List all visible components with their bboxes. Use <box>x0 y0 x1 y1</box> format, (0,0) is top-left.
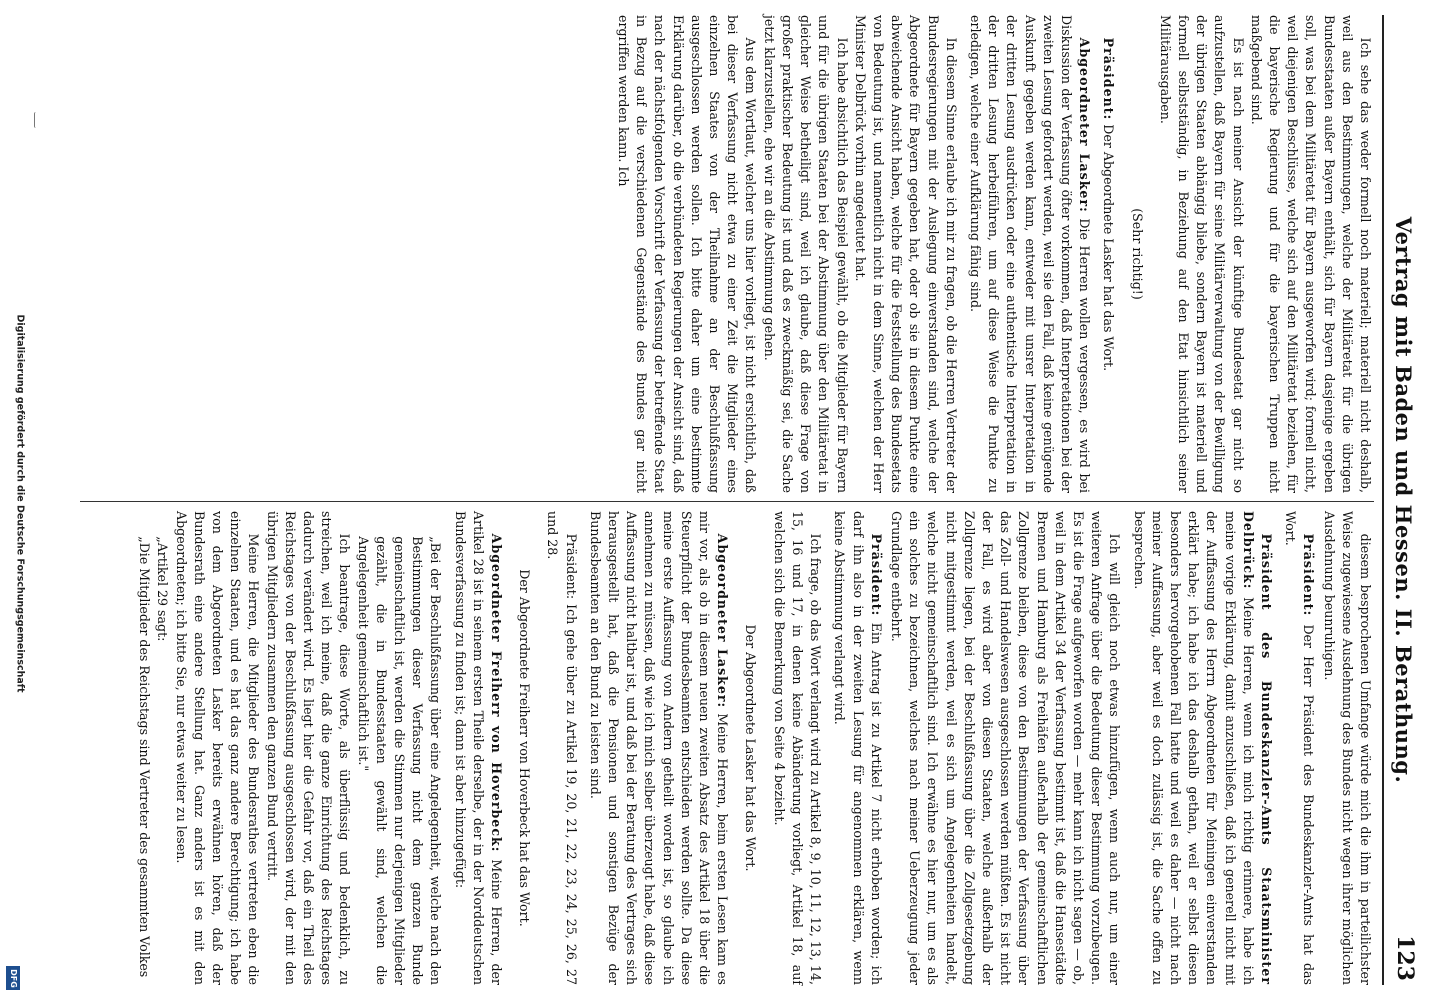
paragraph: Ich beantrage, diese Worte, als überflüssig und bedenklich, zu streichen, weil ich meine, daß die ganze Einrichtung des Reichstages dadurch verändert wird. Es liegt hier die Gefahr vor, daß ein Theil des Reichstages von der Beschlußfassung ausgeschlossen wird, der mit den übrigen Mitgliedern zusammen den ganzen Bund vertritt. <box>264 511 353 985</box>
paragraph: Meine Herren, die Mitglieder des Bundesrathes vertreten eben die einzelnen Staaten, und es hat das ganz andere Berechtigung; ich habe von dem Abgeordneten Lasker bereits erwähnen hören, daß der Bundesrath eine andere Stellung hat. Ganz anders ist es mit den Abgeordneten; ich bitte Sie, nur etwas weiter zu lesen. <box>173 511 262 985</box>
speech-block <box>966 15 1093 493</box>
quoted-text: „Bei der Beschlußfassung über eine Angelegenheit, welche nach den Bestimmungen dieser Verfassung nicht dem ganzen Bunde gemeinschaftlich ist, werden die Stimmen nur derjenigen Mitglieder gezählt, die in Bundesstaaten gewählt sind, welchen die Angelegenheit gemeinschaftlich ist." <box>355 536 444 985</box>
speech-block <box>450 511 505 985</box>
quoted-text: „Artikel 29 sagt: <box>155 536 171 642</box>
paragraph: Ich frage, ob das Wort verlangt wird zu Artikel 8, 9, 10, 11, 12, 13, 14, 15, 16 und 17, in denen keine Abänderung vorliegt, Artikel 18, auf welchen sich die Bemerkung von Seite 4 bezieht. <box>771 511 824 985</box>
speech-text: Der Abgeordnete Lasker hat das Wort. <box>1101 124 1117 372</box>
digitization-credit: Digitalisierung gefördert durch die Deutsche Forschungsgemeinschaft <box>14 314 26 692</box>
speech-block <box>586 511 732 985</box>
right-column <box>74 511 1374 985</box>
speaker-label: Präsident: <box>1101 37 1117 121</box>
paragraph: Aus dem Wortlaut, welcher uns hier vorliegt, ist nicht ersichtlich, daß bei dieser Verfassung nicht etwa zu einer Zeit die Mitglieder eines einzelnen Staates von der Theilnahme an der Beschlußfassung ausgeschlossen werden sollen. Ich bitte daher um eine bestimmte Erklärung darüber, ob die verbündeten Regierungen der Ansicht sind, daß nach der nächstfolgenden Vorschrift der Verfassung der betreffende Staat in Bezug auf die verschiedenen Gegenstände des Bundes gar nicht ergriffen werden kann. Ich <box>616 15 759 493</box>
left-column <box>74 15 1374 493</box>
margin-mark <box>34 112 39 128</box>
paragraph: Ich will gleich noch etwas hinzufügen, wenn auch nur, um einer weiteren Anfrage über die Bedeutung dieser Bestimmung vorzubeugen. Es ist die Frage aufgeworfen worden — mehr kann ich nicht sagen — ob, weil in dem Artikel 34 der Verfassung bestimmt ist, daß die Hansestädte Bremen und Hamburg als Freihäfen außerhalb der gemeinschaftlichen Zollgrenze bleiben, diese von den Bestimmungen der Verfassung über das Zoll- und Handelswesen ausgeschlossen werden müßten. Es ist nicht der Fall, es wird aber von diesen Staaten, welche außerhalb der Zollgrenze liegen, bei der Beschlußfassung über die Zollgesetzgebung nicht mitgestimmt werden, weil es sich um Angelegenheiten handelt, welche nicht gemeinschaftlich sind. Ich erwähne es hier nur, um es als ein solches zu bezeichnen, welches nach meiner Ueberzeugung jeder Grundlage entbehrt. <box>888 511 1123 985</box>
speech-block <box>1129 511 1275 985</box>
speech-text: Ein Antrag ist zu Artikel 7 nicht erhoben worden; ich darf ihn also in der zweiten Lesung für angenommen erklären, wenn keine Abstimmung verlangt wird. <box>832 511 884 985</box>
paragraph: diesem besprochenen Umfange würde mich die ihm in parteilichster Weise zugewiesene Ausdehnung des Bundes nicht wegen ihrer möglichen Ausdehnung beunruhigen. <box>1321 511 1373 985</box>
scanned-page-frame <box>60 0 1432 1000</box>
dfg-logo: DFG <box>6 966 20 990</box>
page-number: 123 <box>1392 935 1418 981</box>
scanned-page <box>60 5 1432 995</box>
speech-text: Meine Herren, der Artikel 28 ist in seinem ersten Theile derselbe, der in der Norddeutschen Bundesverfassung zu finden ist; dann ist aber hinzugefügt: <box>452 511 505 985</box>
page-header <box>1382 15 1424 985</box>
speech-text: Die Herren wollen vergessen, es wird bei Diskussion der Verfassung öfter vorkommen, daß Interpretationen bei der zweiten Lesung gefordert werden, weil sie den Fall, daß keine genügende Auskunft gegeben werden kann, entweder mit unsrer Interpretation in der dritten Lesung ausdrücken oder eine authentische Interpretation in der dritten Lesung herbeiführen, um auf diese Weise die Punkte zu erledigen, welche einer Aufklärung fähig sind. <box>967 15 1093 494</box>
speech-block <box>1099 15 1117 493</box>
speech-text: Der Herr Präsident des Bundeskanzler-Amts hat das Wort. <box>1283 511 1317 985</box>
section-note: Der Abgeordnete Lasker hat das Wort. <box>743 624 759 872</box>
column-divider <box>80 501 1374 502</box>
speaker-label: Abgeordneter Freiherr von Hoverbeck: <box>489 533 505 853</box>
speaker-label: Abgeordneter Lasker: <box>715 533 731 709</box>
paragraph: In diesem Sinne erlaube ich mir zu fragen, ob die Herren Vertreter der Bundesregierungen mit der Auslegung einverstanden sind, welche der Abgeordnete für Bayern gegeben hat, oder ob sie in diesem Punkte eine abweichende Ansicht haben, welche für die Feststellung des Bundesetats von Bedeutung ist, und namentlich nicht in dem Sinne, welchen der Herr Minister Delbrück vorhin angedeutet hat. <box>852 15 959 493</box>
running-head: Vertrag mit Baden und Hessen. II. Berathung. <box>1391 216 1416 784</box>
section-note: Der Abgeordnete Freiherr von Hoverbeck hat das Wort. <box>517 569 533 927</box>
speech-text: Meine Herren, beim ersten Lesen kam es mir vor, als ob in diesem neuen zweiten Absatz des Artikel 18 über die Steuerpflicht der Bundesbeamten entschieden werden sollte. Da diese meine erste Auffassung von Andern getheilt worden ist, so glaube ich annehmen zu müssen, daß wie ich mich selber überzeugt habe, daß diese Auffassung nicht haltbar ist, und daß bei der Beratung des Vertrages sich herausgestellt hat, daß die Pensionen und sonstigen Bezüge der Bundesbeamten an den Bund zu leisten sind. <box>587 511 731 985</box>
speaker-label: Abgeordneter Lasker: <box>1077 37 1093 213</box>
paragraph: Es ist nach meiner Ansicht der künftige Bundesetat gar nicht so aufzustellen, daß Bayern für seine Militärverwaltung von der Bewilligung der übrigen Staaten abhängig bliebe, sondern Bayern ist materiell und formell selbstständig, in Beziehung auf den Etat hinsichtlich seiner Militärausgaben. <box>1157 15 1246 493</box>
paragraph: Ich habe absichtlich das Beispiel gewählt, ob die Mitglieder für Bayern und für die übrigen Staaten bei der Abstimmung über den Militäretat in gleicher Weise betheiligt sind, weil ich glaube, daß diese Frage von großer praktischer Bedeutung ist und daß es zweckmäßig sei, die Sache jetzt klarzustellen, ehe wir an die Abstimmung gehen. <box>761 15 850 493</box>
speech-text: Meine Herren, wenn ich mich richtig erinnere, habe ich meine vorige Erklärung, damit anzuschließen, daß ich generell nicht mit der Auffassung des Herrn Abgeordneten für Meiningen einverstanden erklärt habe; ich habe ich das deshalb gethan, weil er selbst diesen besonders hervorgehobenen Fall hatte und weil es daher — nicht nach meiner Auffassung, aber weil es doch zulässig ist, die Sache offen zu besprechen. <box>1131 511 1256 985</box>
quoted-text: „Die Mitglieder des Reichstags sind Vertreter des gesammten Volkes <box>137 536 153 978</box>
speaker-label: Präsident: <box>1301 533 1317 617</box>
speaker-label: Präsident: <box>868 533 884 617</box>
paragraph: Ich sehe das weder formell noch materiell; materiell nicht deshalb, weil aus den Bestimmungen, welche der Militäretat für die übrigen Bundesstaaten außer Bayern enthält, sich für Bayern dasjenige ergeben soll, was bei dem Militäretat für Bayern ausgeworfen wird; formell nicht, weil diejenigen Beschlüsse, welche sich auf den Militäretat beziehen, für die bayerische Regierung und für die bayerischen Truppen nicht maßgebend sind. <box>1248 15 1373 493</box>
paragraph: Präsident: Ich gehe über zu Artikel 19, 20, 21, 22, 23, 24, 25, 26, 27 und 28. <box>545 511 579 985</box>
speech-block <box>830 511 885 985</box>
speaker-label: Präsident des Bundeskanzler-Amts Staatsminister Delbrück: <box>1240 511 1274 985</box>
speech-block <box>1281 511 1317 985</box>
applause-note: (Sehr richtig!) <box>1129 208 1145 300</box>
